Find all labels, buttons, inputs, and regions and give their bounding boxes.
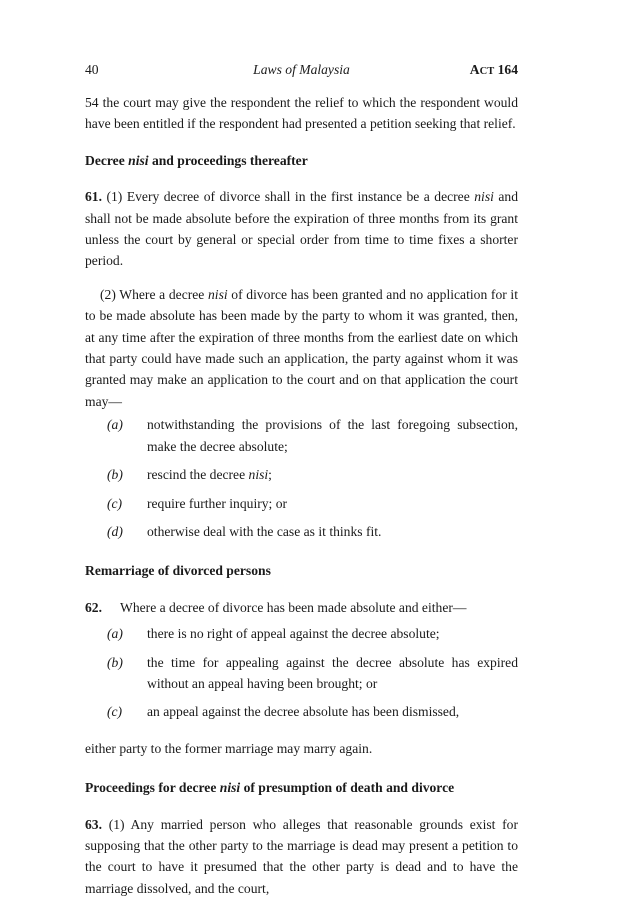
section-62-number: 62.	[85, 599, 102, 615]
list-item	[85, 493, 518, 514]
item-text: require further inquiry; or	[147, 495, 288, 511]
running-header	[85, 60, 518, 80]
s61-2-text2: of divorce has been granted and no application for it to be made absolute has been made by the party to whom it was granted, then, at any time after the expiration of three months from the earliest date on which that party could have made such an application, the party against whom it was granted may make an application to the court and on that application the court may—	[85, 286, 518, 409]
act-smallcaps: CT	[479, 66, 495, 77]
heading-section-61	[85, 150, 518, 171]
item-text: otherwise deal with the case as it thinks fit.	[147, 523, 382, 539]
list-item	[85, 701, 518, 722]
section-63-subsection-1	[85, 814, 518, 900]
act-number	[470, 60, 518, 82]
item-label: (a)	[107, 626, 123, 642]
s61-2-text1: (2) Where a decree	[100, 286, 208, 302]
list-item	[85, 464, 518, 485]
item-label: (a)	[107, 417, 123, 433]
item-italic: nisi	[248, 467, 269, 483]
item-label: (c)	[107, 495, 123, 511]
item-label: (d)	[107, 523, 123, 539]
s61-1-text2: and shall not be made absolute before the expiration of three months from its grant unless the court by general or special order from time to time fixes a shorter period.	[85, 189, 519, 269]
s62-text: Where a decree of divorce has been made absolute and either—	[120, 599, 467, 615]
item-text: notwithstanding the provisions of the last foregoing subsection, make the decree absolute;	[147, 417, 518, 454]
heading-63-part2: of presumption of death and divorce	[240, 780, 455, 796]
act-num: 164	[494, 62, 518, 77]
item-label: (b)	[107, 467, 123, 483]
heading-section-62: Remarriage of divorced persons	[85, 563, 271, 579]
heading-61-part1: Decree	[85, 152, 129, 168]
header-title: Laws of Malaysia	[253, 62, 350, 77]
list-item	[85, 652, 518, 695]
section-62-intro	[85, 597, 518, 618]
section-63-number: 63.	[85, 816, 102, 832]
s61-1-text1: (1) Every decree of divorce shall in the first instance be a decree	[102, 189, 475, 205]
list-item	[85, 623, 518, 644]
item-label: (c)	[107, 704, 123, 720]
item-label: (b)	[107, 654, 123, 670]
section-62-closing: either party to the former marriage may marry again.	[85, 740, 373, 756]
section-61-subsection-1	[85, 186, 518, 272]
heading-section-63	[85, 777, 518, 798]
document-body	[85, 92, 518, 899]
section-61-subsection-2	[85, 284, 518, 412]
s63-1-text: (1) Any married person who alleges that reasonable grounds exist for supposing that the other party to the marriage is dead may present a petition to the court to have it presumed that the other party is dead and to have the marriage dissolved, and the court,	[85, 816, 518, 896]
list-item	[85, 414, 518, 457]
s61-1-italic: nisi	[474, 189, 494, 205]
heading-63-italic: nisi	[219, 780, 241, 796]
s61-2-italic: nisi	[208, 286, 228, 302]
item-text: an appeal against the decree absolute has been dismissed,	[147, 704, 460, 720]
item-text: there is no right of appeal against the decree absolute;	[147, 626, 440, 642]
item-text: rescind the decree	[147, 467, 249, 483]
heading-61-part2: and proceedings thereafter	[148, 152, 308, 168]
list-item	[85, 521, 518, 542]
section-61-number: 61.	[85, 189, 102, 205]
heading-61-italic: nisi	[128, 152, 149, 168]
page-number: 40	[85, 62, 99, 77]
act-prefix: A	[469, 62, 480, 77]
item-text: the time for appealing against the decree absolute has expired without an appeal having been brought; or	[147, 654, 518, 691]
item-after: ;	[268, 467, 272, 483]
heading-63-part1: Proceedings for decree	[85, 780, 220, 796]
continuation-paragraph: 54 the court may give the respondent the relief to which the respondent would have been entitled if the respondent had presented a petition seeking that relief.	[85, 95, 518, 132]
